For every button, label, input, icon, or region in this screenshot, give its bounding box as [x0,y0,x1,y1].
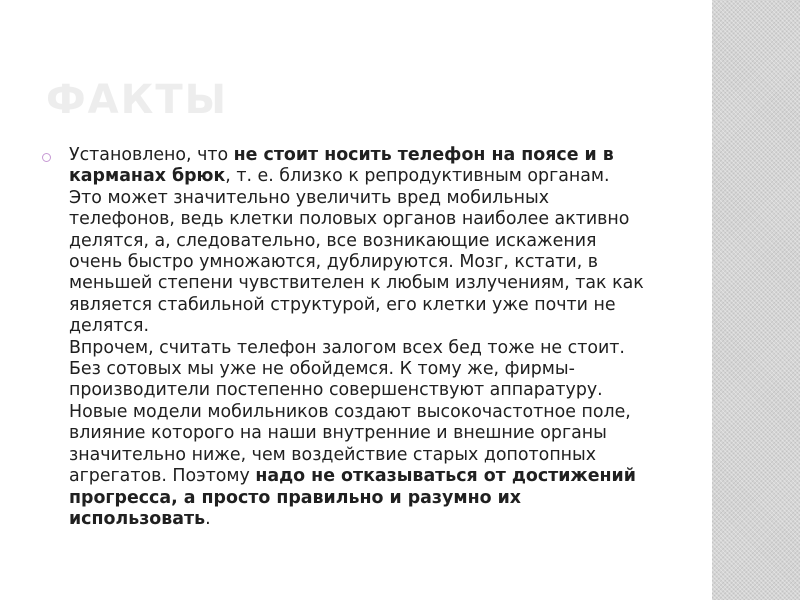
paragraph-text: Установлено, что [69,145,234,165]
slide-title: ФАКТЫ [46,77,229,123]
paragraph-emphasis: не стоит носить телефон на поясе и в карманах брюк [69,145,614,187]
decorative-side-panel [712,0,800,600]
paragraph-text: Впрочем, считать телефон залогом всех бед тоже не стоит. Без сотовых мы уже не обойдемся. К тому же, фирмы-производители постепенно совершенствуют аппаратуру. Новые модели мобильников создают высокочастотное поле, влияние которого на наши внутренние и внешние органы значительно ниже, чем воздействие старых допотопных агрегатов. Поэтому [69,337,631,487]
body-paragraph [69,145,646,530]
circle-bullet-icon [42,153,51,162]
paragraph-text: . [205,508,211,529]
paragraph-text: , т. е. близко к репродуктивным органам. Это может значительно увеличить вред мобильных телефонов, ведь клетки половых органов наиболее активно делятся, а, следовательно, все возникающие искажения очень быстро умножаются, дублируются. Мозг, кстати, в меньшей степени чувствителен к любым излучениям, так как является стабильной структурой, его клетки уже почти не делятся. [69,166,644,337]
paragraph-emphasis: надо не отказываться от достижений прогресса, а просто правильно и разумно их использовать [69,466,636,529]
slide-body [46,145,646,530]
